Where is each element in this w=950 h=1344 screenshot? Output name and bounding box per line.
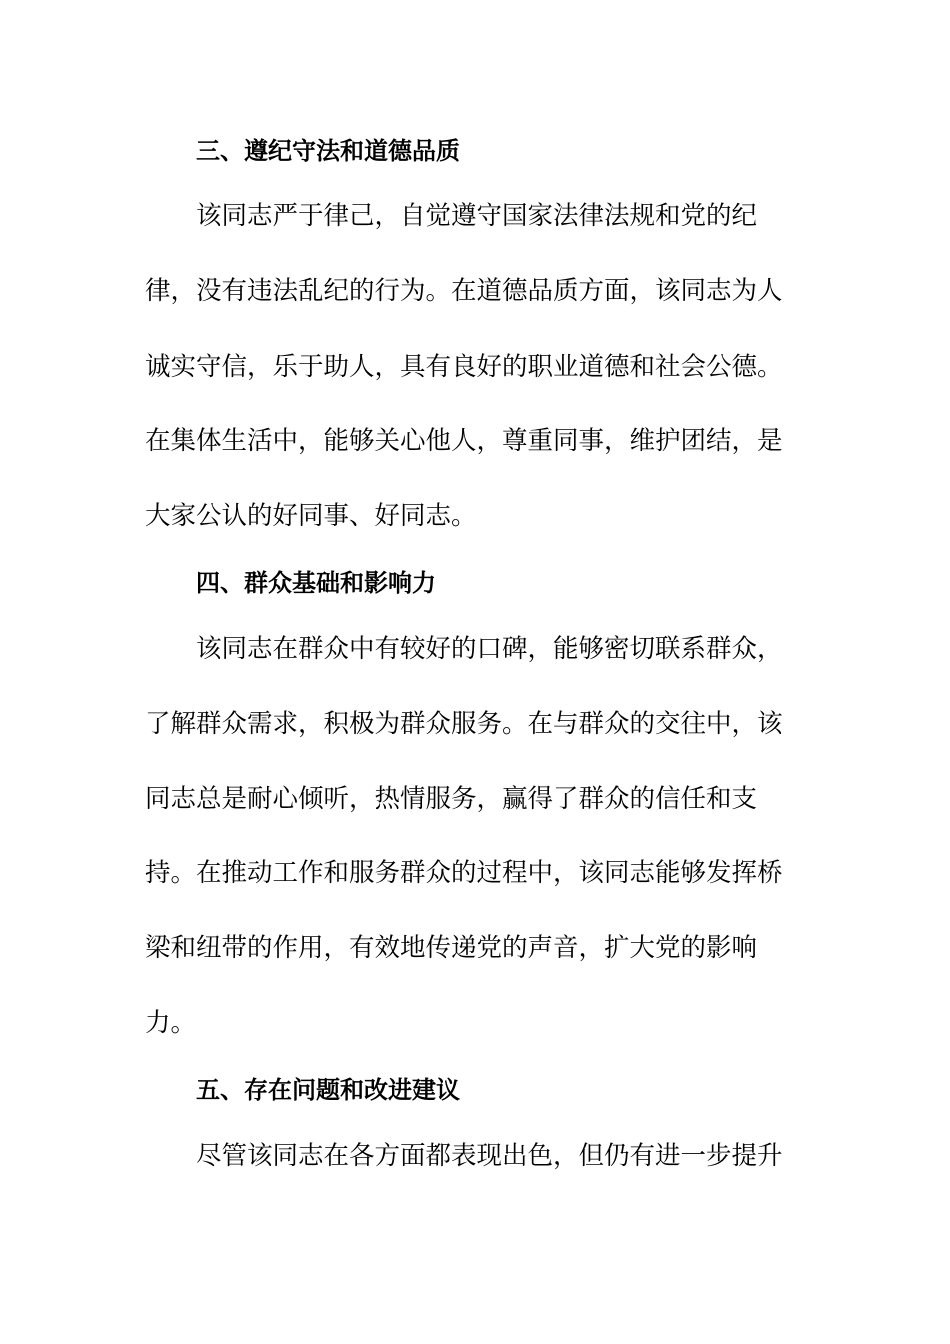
paragraph-line: 尽管该同志在各方面都表现出色，但仍有进一步提升 (196, 1141, 783, 1171)
paragraph-line: 了解群众需求，积极为群众服务。在与群众的交往中，该 (145, 709, 783, 739)
paragraph-line: 持。在推动工作和服务群众的过程中，该同志能够发挥桥 (145, 858, 783, 888)
paragraph-line: 同志总是耐心倾听，热情服务，赢得了群众的信任和支 (145, 784, 758, 814)
paragraph-line: 该同志严于律己，自觉遵守国家法律法规和党的纪 (196, 201, 758, 231)
section-heading-5: 五、存在问题和改进建议 (196, 1076, 460, 1104)
paragraph-line: 力。 (145, 1008, 197, 1038)
section-heading-4: 四、群众基础和影响力 (196, 569, 436, 597)
paragraph-line: 该同志在群众中有较好的口碑，能够密切联系群众， (196, 634, 783, 664)
paragraph-line: 梁和纽带的作用，有效地传递党的声音，扩大党的影响 (145, 933, 758, 963)
paragraph-line: 律，没有违法乱纪的行为。在道德品质方面，该同志为人 (145, 276, 783, 306)
paragraph-line: 大家公认的好同事、好同志。 (145, 501, 477, 531)
paragraph-line: 诚实守信，乐于助人，具有良好的职业道德和社会公德。 (145, 352, 783, 382)
section-heading-3: 三、遵纪守法和道德品质 (196, 137, 460, 165)
paragraph-line: 在集体生活中，能够关心他人，尊重同事，维护团结，是 (145, 426, 783, 456)
